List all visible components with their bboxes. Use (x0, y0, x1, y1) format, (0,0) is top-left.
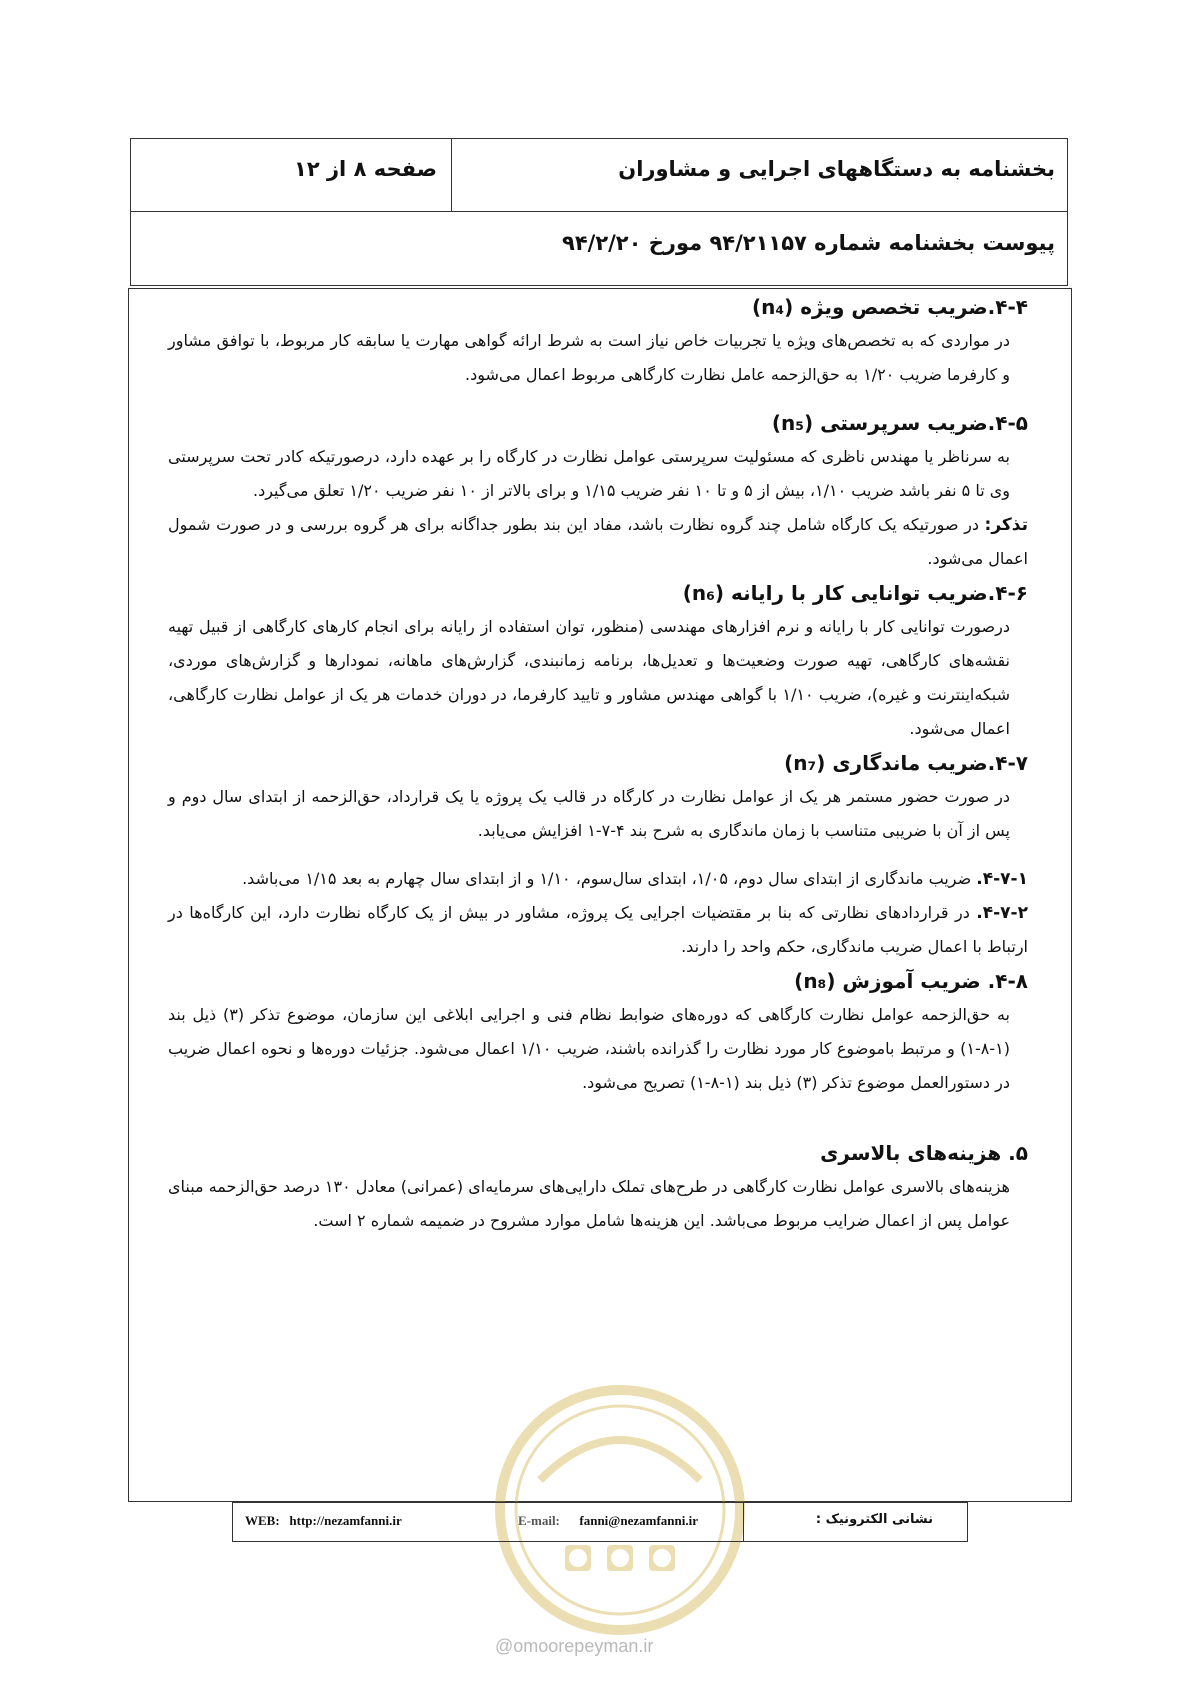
section-4-5-heading: ۴-۵.ضریب سرپرستی (n₅) (771, 411, 1028, 435)
watermark-credit: @omoorepeyman.ir (495, 1636, 654, 1656)
section-4-7-1 (168, 862, 1028, 896)
note-text: در صورتیکه یک کارگاه شامل چند گروه نظارت باشد، مفاد این بند بطور جداگانه برای هر گروه بررسی و در صورت شمول اعمال می‌شود. (168, 515, 1028, 568)
header-row (131, 139, 1067, 212)
section-4-6-text: درصورت توانایی کار با رایانه و نرم افزارهای مهندسی (منظور، توان استفاده از رایانه برای انجام کارهای کارگاهی از قبیل تهیه نقشه‌های کارگاهی، تهیه صورت وضعیت‌ها و تعدیل‌ها، برنامه زمانبندی، گزارش‌های ماهانه، نمودارها و گزارش‌های موردی، شبکه‌اینترنت و غیره)، ضریب ۱/۱۰ با گواهی مهندس مشاور و تایید کارفرما، در دوران خدمات هر یک از عوامل نظارت کارگاهی، اعمال می‌شود. (168, 617, 1010, 738)
header-divider (451, 139, 452, 211)
email-address[interactable]: fanni@nezamfanni.ir (579, 1513, 699, 1528)
section-4-4-text: در مواردی که به تخصص‌های ویژه یا تجربیات خاص نیاز است به شرط ارائه گواهی مهارت یا سابقه کار مربوط، با توافق مشاور و کارفرما ضریب ۱/۲۰ به حق‌الزحمه عامل نظارت کارگاهی مربوط اعمال می‌شود. (168, 331, 1010, 384)
note-label: تذکر: (984, 515, 1028, 535)
sub-text: ضریب ماندگاری از ابتدای سال دوم، ۱/۰۵، ابتدای سال‌سوم، ۱/۱۰ و از ابتدای سال چهارم به بعد ۱/۱۵ می‌باشد. (242, 869, 977, 888)
document-body (168, 290, 1028, 1238)
web-url[interactable]: http://nezamfanni.ir (289, 1513, 402, 1528)
footer-address-label: نشانی الکترونیک : (815, 1512, 933, 1527)
section-4-8-heading: ۴-۸. ضریب آموزش (n₈) (794, 969, 1028, 993)
section-4-6-heading: ۴-۶.ضریب توانایی کار با رایانه (n₆) (682, 581, 1028, 605)
section-5-text: هزینه‌های بالاسری عوامل نظارت کارگاهی در طرح‌های تملک دارایی‌های سرمایه‌ای (عمرانی) معادل ۱۳۰ درصد حق‌الزحمه مبنای عوامل پس از اعمال ضرایب مربوط می‌باشد. این هزینه‌ها شامل موارد مشروح در ضمیمه شماره ۲ است. (168, 1177, 1010, 1230)
sub-text: در قراردادهای نظارتی که بنا بر مقتضیات اجرایی یک پروژه، مشاور در بیش از یک کارگاه نظارت دارد، این کارگاه‌ها در ارتباط با اعمال ضریب ماندگاری، حکم واحد را دارند. (168, 903, 1028, 956)
section-4-4-heading: ۴-۴.ضریب تخصص ویژه (n₄) (751, 295, 1028, 319)
section-4-5-text: به سرناظر یا مهندس ناظری که مسئولیت سرپرستی عوامل نظارت در کارگاه را بر عهده دارد، درصورتیکه کادر تحت سرپرستی وی تا ۵ نفر باشد ضریب ۱/۱۰، بیش از ۵ و تا ۱۰ نفر ضریب ۱/۱۵ و برای بالاتر از ۱۰ نفر ضریب ۱/۲۰ تعلق می‌گیرد. (168, 447, 1010, 500)
sub-label: ۴-۷-۲. (976, 903, 1028, 923)
footer-web (245, 1513, 402, 1529)
header-table (130, 138, 1068, 286)
section-4-7-heading: ۴-۷.ضریب ماندگاری (n₇) (784, 751, 1028, 775)
document-title: بخشنامه به دستگاههای اجرایی و مشاوران (618, 157, 1055, 181)
section-4-7-2 (168, 896, 1028, 964)
footer-divider (743, 1503, 744, 1541)
email-label: E-mail: (518, 1513, 560, 1528)
section-4-5-note (168, 508, 1028, 576)
attachment-subtitle: پیوست بخشنامه شماره ۹۴/۲۱۱۵۷ مورخ ۹۴/۲/۲۰ (562, 231, 1055, 255)
page-number: صفحه ۸ از ۱۲ (294, 157, 437, 181)
footer-bar (232, 1502, 968, 1542)
web-label: WEB: (245, 1513, 280, 1528)
footer-email (518, 1513, 698, 1529)
section-4-8-text: به حق‌الزحمه عوامل نظارت کارگاهی که دوره‌های ضوابط نظام فنی و اجرایی ابلاغی این سازمان، موضوع تذکر (۳) ذیل بند (۱-۸-۱) و مرتبط باموضوع کار مورد نظارت را گذرانده باشند، ضریب ۱/۱۰ اعمال می‌شود. جزئیات دوره‌ها و نحوه اعمال ضریب در دستورالعمل موضوع تذکر (۳) ذیل بند (۱-۸-۱) تصریح می‌شود. (168, 1005, 1011, 1092)
sub-label: ۴-۷-۱. (976, 869, 1028, 889)
section-4-7-text: در صورت حضور مستمر هر یک از عوامل نظارت در کارگاه در قالب یک پروژه یا یک قرارداد، حق‌الزحمه از ابتدای سال دوم و پس از آن با ضریبی متناسب با زمان ماندگاری به شرح بند ۴-۷-۱ افزایش می‌یابد. (168, 787, 1010, 840)
section-5-heading: ۵. هزینه‌های بالاسری (820, 1141, 1028, 1165)
